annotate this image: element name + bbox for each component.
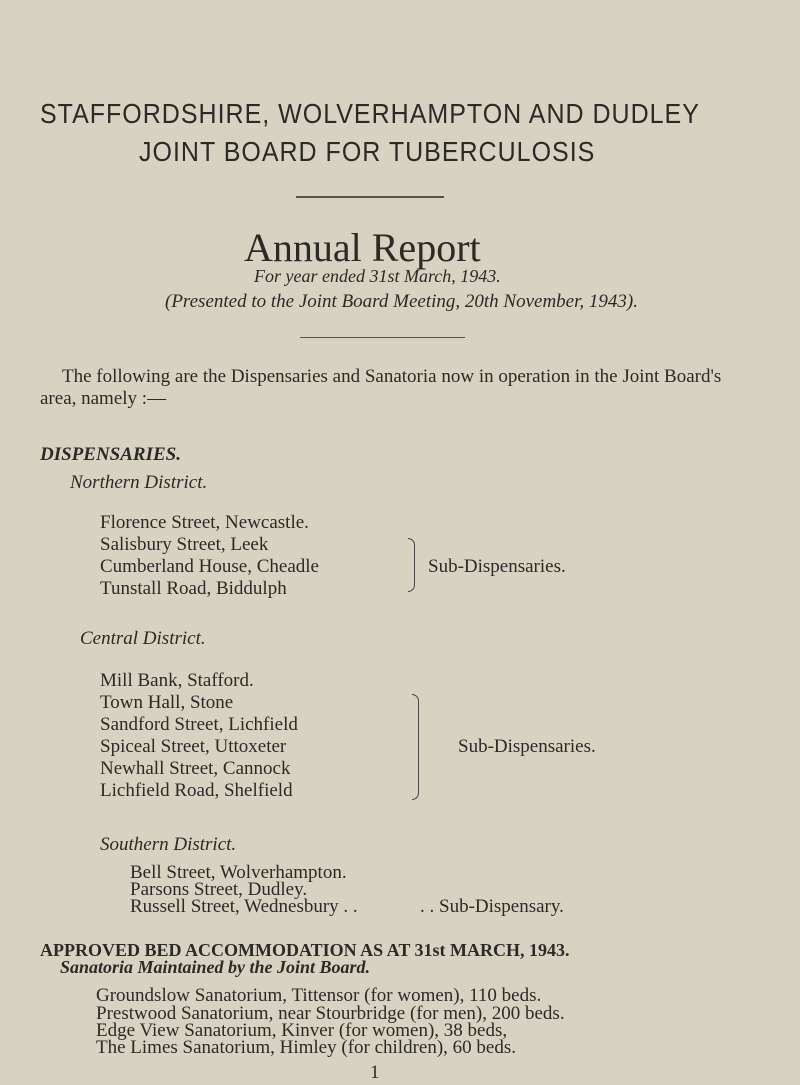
- header-line-1: STAFFORDSHIRE, WOLVERHAMPTON AND DUDLEY: [40, 98, 700, 130]
- divider: [300, 337, 465, 338]
- list-item: Parsons Street, Dudley.: [130, 879, 308, 901]
- page-title: Annual Report: [244, 225, 481, 270]
- list-item: Cumberland House, Cheadle: [100, 556, 319, 577]
- list-item: Town Hall, Stone: [100, 692, 234, 713]
- approved-heading: APPROVED BED ACCOMMODATION AS AT 31st MARCH, 1943.: [40, 940, 570, 961]
- list-item: Mill Bank, Stafford.: [100, 670, 254, 691]
- list-item: Edge View Sanatorium, Kinver (for women), 38 beds,: [96, 1019, 508, 1041]
- list-item: Newhall Street, Cannock: [100, 758, 291, 779]
- page-number: 1: [370, 1061, 380, 1083]
- list-item: Prestwood Sanatorium, near Stourbridge (for men), 200 beds.: [96, 1002, 565, 1024]
- brace: [412, 694, 419, 800]
- list-item: Lichfield Road, Shelfield: [100, 780, 293, 801]
- southern-heading: Southern District.: [100, 834, 237, 856]
- list-item: Sandford Street, Lichfield: [100, 714, 298, 735]
- presented-note: (Presented to the Joint Board Meeting, 20th November, 1943).: [165, 291, 638, 312]
- sanatoria-heading: Sanatoria Maintained by the Joint Board.: [60, 957, 371, 978]
- list-item: The Limes Sanatorium, Himley (for children), 60 beds.: [96, 1036, 517, 1058]
- sub-dispensaries-label: Sub-Dispensaries.: [458, 736, 596, 757]
- list-item: Bell Street, Wolverhampton.: [130, 862, 347, 884]
- list-item: Groundslow Sanatorium, Tittensor (for women), 110 beds.: [96, 985, 542, 1007]
- divider: [296, 196, 444, 198]
- sub-dispensary-label: . . Sub-Dispensary.: [420, 896, 564, 918]
- list-item: Salisbury Street, Leek: [100, 534, 269, 555]
- subtitle: For year ended 31st March, 1943.: [254, 266, 501, 286]
- list-item: Florence Street, Newcastle.: [100, 512, 309, 533]
- central-heading: Central District.: [80, 628, 206, 649]
- northern-heading: Northern District.: [70, 472, 208, 493]
- list-item: Tunstall Road, Biddulph: [100, 578, 287, 599]
- list-item: Russell Street, Wednesbury . .: [130, 896, 358, 918]
- brace: [408, 538, 415, 592]
- intro-line: area, namely :—: [40, 388, 167, 409]
- list-item: Spiceal Street, Uttoxeter: [100, 736, 287, 757]
- intro-line: The following are the Dispensaries and Sanatoria now in operation in the Joint Board's: [62, 366, 722, 387]
- sub-dispensaries-label: Sub-Dispensaries.: [428, 556, 566, 577]
- header-line-2: JOINT BOARD FOR TUBERCULOSIS: [139, 136, 596, 168]
- dispensaries-heading: DISPENSARIES.: [40, 444, 181, 465]
